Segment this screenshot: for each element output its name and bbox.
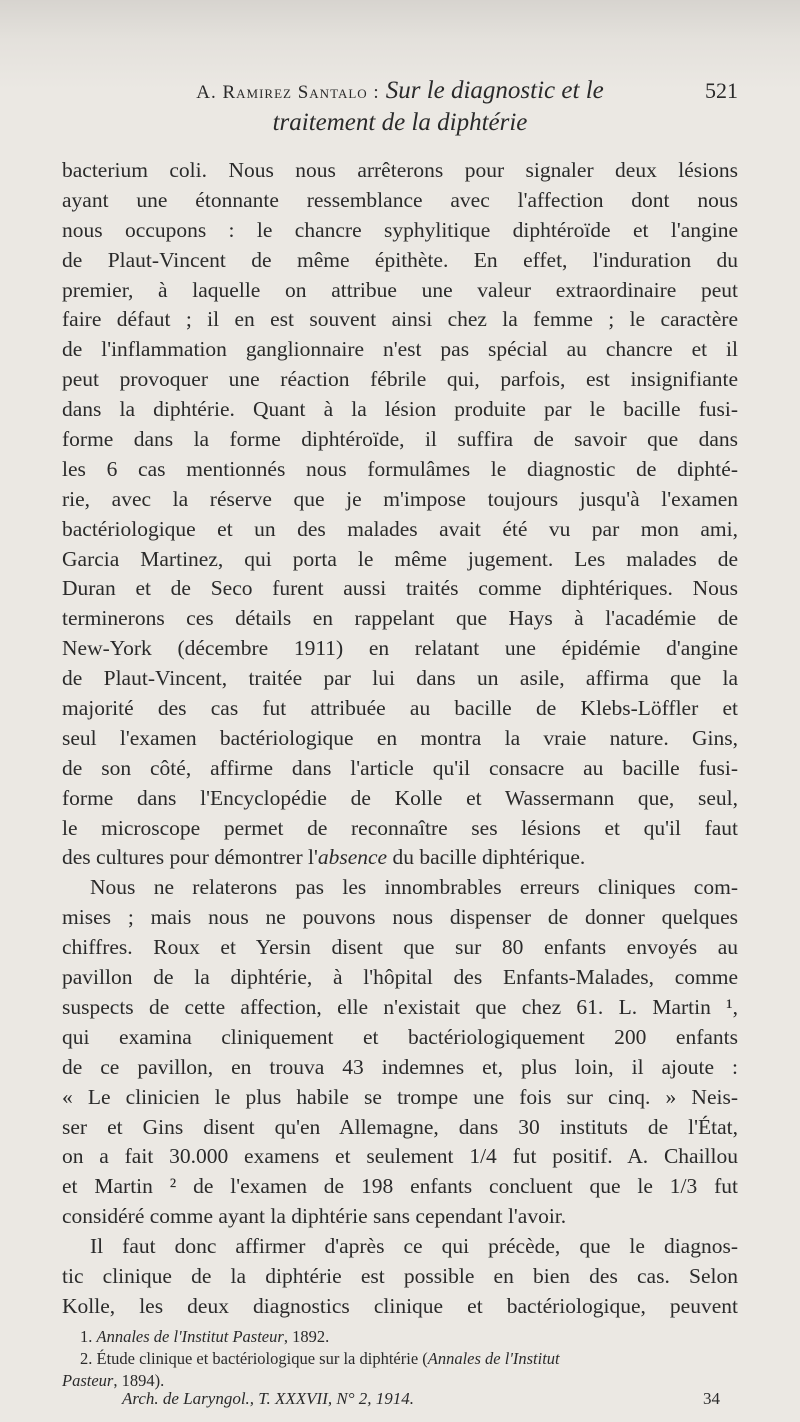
text-line: les 6 cas mentionnés nous formulâmes le diagnostic de diphté- (62, 456, 738, 481)
text-line: bactériologique et un des malades avait été vu par mon ami, (62, 516, 738, 541)
emphasis-absence: absence (317, 845, 388, 870)
text-line: New-York (décembre 1911) en relatant une épidémie d'angine (62, 636, 738, 661)
text-line: ayant une étonnante ressemblance avec l'affection dont nous (62, 187, 738, 212)
footnote-text: Étude clinique et bactériologique sur la diphtérie ( (96, 1349, 428, 1368)
text-line: on a fait 30.000 examens et seulement 1/4 fut positif. A. Chaillou (62, 1144, 738, 1169)
header-title-part-1: Sur le diagnostic et le (385, 77, 604, 104)
footnote-1 (62, 1326, 738, 1348)
text-line: de Plaut-Vincent, traitée par lui dans un asile, affirma que la (62, 666, 738, 691)
text-line: de ce pavillon, en trouva 43 indemnes et, plus loin, il ajoute : (62, 1054, 738, 1079)
text-line: peut provoquer une réaction fébrile qui, parfois, est insignifiante (62, 367, 738, 392)
text-line: nous occupons : le chancre syphylitique diphtéroïde et l'angine (62, 217, 738, 242)
text-line: de son côté, affirme dans l'article qu'il consacre au bacille fusi- (62, 755, 738, 780)
text-line: de Plaut-Vincent de même épithète. En effet, l'induration du (62, 247, 738, 272)
text-line: « Le clinicien le plus habile se trompe une fois sur cinq. » Neis- (62, 1084, 738, 1109)
footnote-source: Annales de l'Institut (427, 1349, 560, 1368)
text-line: Kolle, les deux diagnostics clinique et bactériologique, peuvent (62, 1293, 738, 1318)
running-header (62, 76, 738, 138)
text-line: forme dans l'Encyclopédie de Kolle et Wassermann que, seul, (62, 785, 738, 810)
header-line-1 (62, 76, 738, 108)
text-line: de l'inflammation ganglionnaire n'est pas spécial au chancre et il (62, 337, 738, 362)
text-line: pavillon de la diphtérie, à l'hôpital des Enfants-Malades, comme (62, 965, 738, 990)
text-line: ser et Gins disent qu'en Allemagne, dans 30 instituts de l'État, (62, 1114, 738, 1139)
text-line: forme dans la forme diphtéroïde, il suffira de savoir que dans (62, 427, 738, 452)
text-line: qui examina cliniquement et bactériologiquement 200 enfants (62, 1024, 738, 1049)
footnote-number: 2. (80, 1349, 93, 1368)
text-line: premier, à laquelle on attribue une valeur extraordinaire peut (62, 277, 738, 302)
text-line: et Martin ² de l'examen de 198 enfants concluent que le 1/3 fut (62, 1174, 738, 1199)
text-line: Duran et de Seco furent aussi traités comme diphtériques. Nous (62, 576, 738, 601)
footnote-text: , 1892. (283, 1327, 330, 1346)
footnote-2 (62, 1348, 738, 1370)
text-line: mises ; mais nous ne pouvons nous dispenser de donner quelques (62, 905, 738, 930)
text-line: terminerons ces détails en rappelant que Hays à l'académie de (62, 606, 738, 631)
text-fragment: du bacille diphtérique. (387, 845, 586, 870)
footnote-source: Annales de l'Institut Pasteur (96, 1327, 284, 1346)
header-author: A. Ramirez Santalo : (196, 82, 380, 103)
page-number: 521 (705, 78, 738, 103)
text-line: bacterium coli. Nous nous arrêterons pour signaler deux lésions (62, 158, 738, 182)
text-line: chiffres. Roux et Yersin disent que sur 80 enfants envoyés au (62, 935, 738, 960)
text-line: Nous ne relaterons pas les innombrables erreurs cliniques com- (90, 875, 738, 900)
text-line: seul l'examen bactériologique en montra la vraie nature. Gins, (62, 725, 738, 750)
text-line: rie, avec la réserve que je m'impose toujours jusqu'à l'examen (62, 486, 738, 511)
text-line: dans la diphtérie. Quant à la lésion produite par le bacille fusi- (62, 397, 738, 422)
text-line: majorité des cas fut attribuée au bacille de Klebs-Löffler et (62, 696, 738, 721)
footnote-text: , 1894). (113, 1371, 165, 1390)
text-line: Garcia Martinez, qui porta le même jugement. Les malades de (62, 546, 738, 571)
text-line: suspects de cette affection, elle n'existait que chez 61. L. Martin ¹, (62, 994, 738, 1019)
text-fragment: des cultures pour démontrer l' (62, 845, 318, 870)
text-line: faire défaut ; il en est souvent ainsi chez la femme ; le caractère (62, 307, 738, 332)
journal-reference: Arch. de Laryngol., T. XXXVII, N° 2, 1914. (122, 1389, 414, 1408)
sheet-number: 34 (703, 1389, 720, 1408)
text-line: tic clinique de la diphtérie est possible en bien des cas. Selon (62, 1263, 738, 1288)
text-line: considéré comme ayant la diphtérie sans cependant l'avoir. (62, 1204, 567, 1229)
text-line: Il faut donc affirmer d'après ce qui précède, que le diagnos- (90, 1234, 738, 1259)
footnote-source: Pasteur (62, 1371, 114, 1390)
body-text (62, 156, 738, 1322)
footnotes (62, 1326, 738, 1392)
footnote-number: 1. (80, 1327, 93, 1346)
header-title-part-2: traitement de la diphtérie (272, 109, 528, 136)
text-line-absence (62, 843, 738, 873)
text-line: le microscope permet de reconnaître ses lésions et qu'il faut (62, 815, 738, 840)
